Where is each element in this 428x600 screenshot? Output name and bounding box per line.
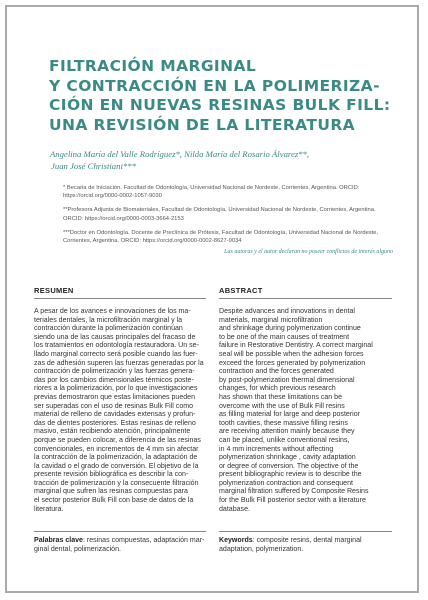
abstract-rule bbox=[219, 298, 392, 299]
keywords-line bbox=[34, 537, 210, 546]
body-line: for the Bulk Fill posterior sector with a literature bbox=[219, 497, 366, 505]
body-line: or degree of conversion. The objective of the bbox=[219, 462, 359, 470]
resumen-rule bbox=[34, 298, 206, 299]
body-line: polymerization contraction and consequent bbox=[219, 479, 353, 487]
author-line: Juan José Christiani*** bbox=[51, 161, 136, 171]
resumen-keywords bbox=[34, 537, 210, 554]
body-line: zas de adhesión superen las fuerzas generadas por la bbox=[34, 359, 204, 367]
body-line: failure in Restorative Dentistry. A correct marginal bbox=[219, 342, 373, 350]
body-line: and shrinkage during polymerization continue bbox=[219, 325, 361, 333]
body-line: as filling material for large and deep posterior bbox=[219, 411, 361, 419]
affiliation-2: **Profesora Adjunta de Biomateriales, Facultad de Odontología, Universidad Nacional de Nordeste, Corrientes, Argentina. ORCID: https://orcid.org/0000-0003-3664-2153 bbox=[63, 207, 376, 222]
body-line: material de relleno de cavidades extensas y profun- bbox=[34, 411, 196, 419]
body-line: presente revisión bibliográfica es describir la con- bbox=[34, 471, 189, 479]
resumen-keywords-rule bbox=[34, 531, 206, 532]
abstract-keywords bbox=[219, 537, 395, 554]
body-line: present bibliographic review is to describe the bbox=[219, 471, 362, 479]
body-line: llado marginal correcto será posible cuando las fuer- bbox=[34, 350, 198, 358]
affiliations bbox=[63, 184, 393, 251]
body-line: masivo, están recibiendo atención, principalmente bbox=[34, 428, 191, 436]
body-line: by post-polymerization thermal dimensional bbox=[219, 376, 355, 384]
body-line: polymerization shrinkage , cavity adaptation bbox=[219, 454, 356, 462]
keywords-text: : resinas compuestas, adaptación mar- bbox=[82, 537, 205, 544]
author-list bbox=[50, 148, 309, 172]
body-line: el sector posterior Bulk Fill con base de datos de la bbox=[34, 497, 194, 505]
body-line: contraction and the forces generated bbox=[219, 368, 334, 376]
body-line: tooth cavities, these massive filling resins bbox=[219, 419, 348, 427]
abstract-heading: ABSTRACT bbox=[219, 286, 263, 295]
body-line: literatura. bbox=[34, 505, 64, 513]
body-line: convencionales, en incrementos de 4 mm sin afectar bbox=[34, 445, 199, 453]
keywords-label: Palabras clave bbox=[34, 537, 83, 544]
body-line: teriales dentales, la microfiltración marginal y la bbox=[34, 316, 183, 324]
abstract-keywords-rule bbox=[219, 531, 392, 532]
body-line: are receiving attention mainly because they bbox=[219, 428, 355, 436]
keywords-label: Keywords bbox=[219, 537, 253, 544]
body-line: marginal filtration suffered by Composite Resins bbox=[219, 488, 369, 496]
title-line: Y CONTRACCIÓN EN LA POLIMERIZA- bbox=[49, 76, 380, 95]
body-line: has shown that these limitations can be bbox=[219, 393, 343, 401]
resumen-body bbox=[34, 308, 210, 514]
body-line: previas demostraron que estas limitaciones pueden bbox=[34, 393, 195, 401]
body-line: seal will be possible when the adhesion forces bbox=[219, 350, 364, 358]
resumen-heading: RESUMEN bbox=[34, 286, 74, 295]
keywords-line: adaptation, polymerization. bbox=[219, 545, 304, 553]
body-line: das por los cambios dimensionales térmicos poste- bbox=[34, 376, 194, 384]
title-line: UNA REVISIÓN DE LA LITERATURA bbox=[49, 115, 356, 134]
body-line: siendo una de las causas principales del fracaso de bbox=[34, 333, 196, 341]
body-line: A pesar de los avances e innovaciones de los ma- bbox=[34, 308, 191, 315]
title-line: FILTRACIÓN MARGINAL bbox=[49, 57, 257, 75]
keywords-text: : composite resins, dental marginal bbox=[252, 537, 362, 544]
body-line: marginal que sufren las resinas compuestas para bbox=[34, 488, 188, 496]
body-line: porque se pueden colocar, a diferencia de las resinas bbox=[34, 436, 201, 444]
body-line: riores a la polimerización, por lo que investigaciones bbox=[34, 385, 198, 393]
body-line: contracción de polimerización y las fuerzas genera- bbox=[34, 368, 195, 376]
body-line: la contracción de la polimerización, la adaptación de bbox=[34, 454, 198, 462]
body-line: changes, for which previous research bbox=[219, 385, 336, 393]
author-line: Angelina María del Valle Rodríguez*, Nilda María del Rosario Álvarez**, bbox=[50, 149, 310, 159]
conflict-note: Las autoras y el autor declaran no poseer conflictos de interés alguno bbox=[224, 249, 393, 255]
body-line: das de dientes posteriores. Estas resinas de relleno bbox=[34, 419, 196, 427]
abstract-body bbox=[219, 308, 395, 514]
body-line: can be placed, unlike conventional resins, bbox=[219, 436, 350, 444]
affiliation-1: * Becaria de Iniciación. Facultad de Odontología, Universidad Nacional de Nordeste, Corrientes, Argentina. ORCID: https://orcid.org/0000-0002-1057-9030 bbox=[63, 185, 360, 200]
body-line: overcome with the use of Bulk Fill resins bbox=[219, 402, 345, 410]
body-line: contracción durante la polimerización continúan bbox=[34, 325, 183, 333]
title-line: CIÓN EN NUEVAS RESINAS BULK FILL: bbox=[49, 96, 391, 114]
body-line: exceed the forces generated by polymerization bbox=[219, 359, 366, 367]
body-line: los tratamientos en odontología restauradora. Un se- bbox=[34, 342, 199, 350]
keywords-line: ginal dental, polimerización. bbox=[34, 545, 121, 553]
body-line: Despite advances and innovations in dental bbox=[219, 308, 355, 315]
body-line: database. bbox=[219, 505, 250, 513]
body-line: in 4 mm increments without affecting bbox=[219, 445, 334, 453]
body-line: ser superadas con el uso de resinas Bulk Fill como bbox=[34, 402, 194, 410]
body-line: materials, marginal microfiltration bbox=[219, 316, 323, 324]
keywords-line bbox=[219, 537, 395, 546]
body-line: to be one of the main causes of treatment bbox=[219, 333, 350, 341]
body-line: la cavidad o el grado de conversión. El objetivo de la bbox=[34, 462, 199, 470]
body-line: tracción de polimerización y la consecuente filtración bbox=[34, 479, 199, 487]
article-title bbox=[49, 57, 394, 135]
affiliation-3: ***Doctor en Odontología. Docente de Preclínica de Prótesis, Facultad de Odontología, Universidad Nacional de Nordeste, Corrientes, Argentina. ORCID: https://orcid.org/0000-0002-8627-9034 bbox=[63, 229, 379, 245]
